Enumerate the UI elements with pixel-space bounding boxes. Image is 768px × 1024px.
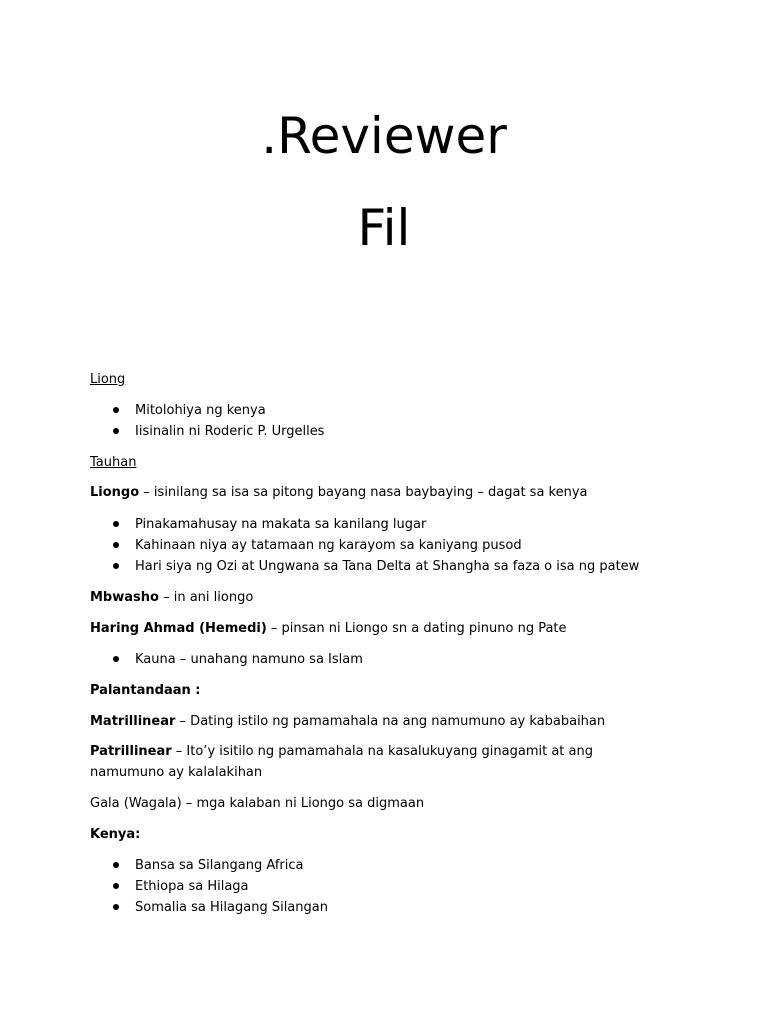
- list-item-text: Kauna – unahang namuno sa Islam: [135, 652, 363, 667]
- matrillinear-term: Matrillinear: [90, 714, 176, 729]
- mbwasho-term: Mbwasho: [90, 590, 159, 605]
- haring-ahmad-bullet-list: [90, 649, 690, 670]
- bullet-icon: [113, 563, 119, 569]
- mbwasho-description: – in ani liongo: [158, 590, 254, 605]
- list-item-text: Ethiopa sa Hilaga: [135, 879, 249, 894]
- list-item-text: Mitolohiya ng kenya: [135, 403, 266, 418]
- list-item: [90, 876, 690, 897]
- kenya-term: Kenya:: [90, 827, 141, 842]
- liongo-bullet-list: [90, 514, 690, 577]
- liong-heading-text: Liong: [90, 372, 126, 387]
- liong-bullet-list: [90, 400, 690, 442]
- liongo-description: – isinilang sa isa sa pitong bayang nasa baybaying – dagat sa kenya: [139, 485, 588, 500]
- bullet-icon: [113, 407, 119, 413]
- haring-ahmad-definition: [90, 618, 690, 639]
- bullet-icon: [113, 904, 119, 910]
- list-item-text: Somalia sa Hilagang Silangan: [135, 900, 328, 915]
- tauhan-heading-text: Tauhan: [90, 455, 137, 470]
- patrillinear-description: – Ito’y isitilo ng pamamahala na kasalukuyang ginagamit at ang namumuno ay kalalakihan: [90, 744, 593, 780]
- document-subtitle: Fil: [357, 199, 411, 257]
- section-heading-tauhan: [90, 452, 690, 473]
- document-title: .Reviewer: [261, 107, 507, 165]
- mbwasho-definition: [90, 587, 690, 608]
- haring-ahmad-description: – pinsan ni Liongo sn a dating pinuno ng Pate: [266, 621, 567, 636]
- bullet-icon: [113, 862, 119, 868]
- list-item: [90, 514, 690, 535]
- bullet-icon: [113, 883, 119, 889]
- list-item: [90, 535, 690, 556]
- list-item: [90, 897, 690, 918]
- patrillinear-term: Patrillinear: [90, 744, 172, 759]
- list-item-text: Kahinaan niya ay tatamaan ng karayom sa kaniyang pusod: [135, 538, 522, 553]
- kenya-bullet-list: [90, 855, 690, 918]
- liongo-term: Liongo: [90, 485, 140, 500]
- gala-description: Gala (Wagala) – mga kalaban ni Liongo sa digmaan: [90, 796, 425, 811]
- list-item-text: Bansa sa Silangang Africa: [135, 858, 304, 873]
- section-heading-liong: [90, 369, 690, 390]
- matrillinear-description: – Dating istilo ng pamamahala na ang namumuno ay kababaihan: [175, 714, 606, 729]
- list-item-text: Iisinalin ni Roderic P. Urgelles: [135, 424, 325, 439]
- kenya-heading: [90, 824, 690, 845]
- list-item: [90, 649, 690, 670]
- gala-definition: [90, 793, 690, 814]
- list-item-text: Hari siya ng Ozi at Ungwana sa Tana Delta at Shangha sa faza o isa ng patew: [135, 559, 640, 574]
- list-item: [90, 400, 690, 421]
- list-item: [90, 556, 690, 577]
- list-item-text: Pinakamahusay na makata sa kanilang lugar: [135, 517, 427, 532]
- haring-ahmad-term: Haring Ahmad (Hemedi): [90, 621, 267, 636]
- bullet-icon: [113, 521, 119, 527]
- palantandaan-heading: [90, 680, 690, 701]
- list-item: [90, 421, 690, 442]
- liongo-definition: [90, 482, 690, 503]
- list-item: [90, 855, 690, 876]
- bullet-icon: [113, 542, 119, 548]
- bullet-icon: [113, 656, 119, 662]
- bullet-icon: [113, 428, 119, 434]
- palantandaan-term: Palantandaan :: [90, 683, 201, 698]
- matrillinear-definition: [90, 711, 690, 732]
- patrillinear-definition: [90, 741, 650, 783]
